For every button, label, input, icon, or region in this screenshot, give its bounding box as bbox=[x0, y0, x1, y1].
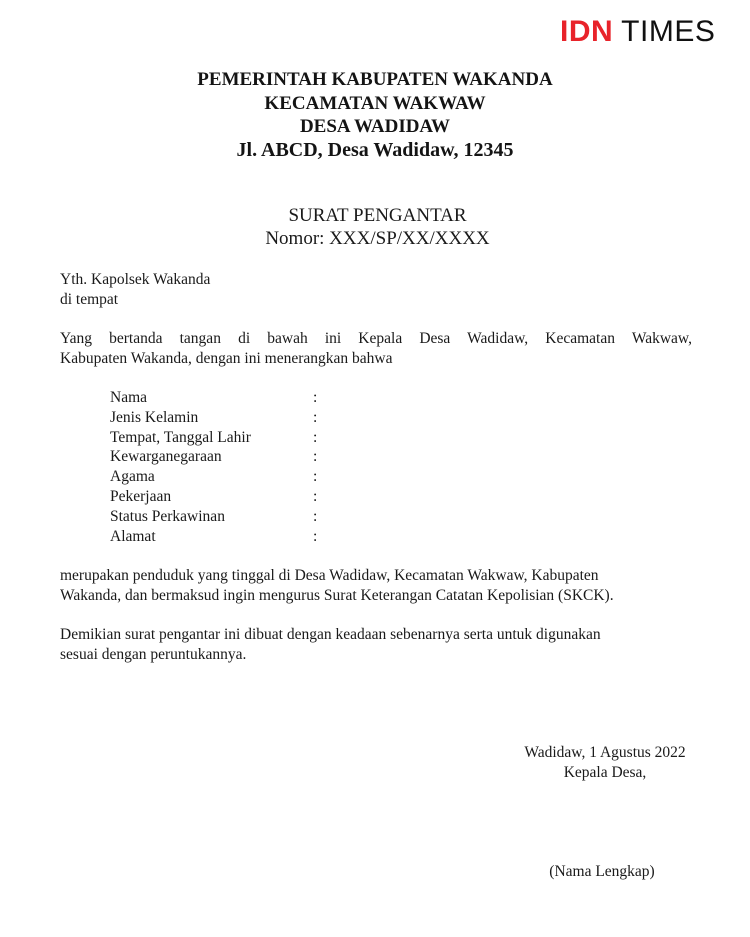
letter-title-block bbox=[0, 204, 750, 250]
signature-place-date: Wadidaw, 1 Agustus 2022 bbox=[524, 744, 686, 761]
field-row-status-perkawinan bbox=[110, 507, 325, 527]
field-colon: : bbox=[313, 507, 318, 525]
letterhead-village: DESA WADIDAW bbox=[299, 116, 451, 137]
statement-line-2: Wakanda, dan bermaksud ingin mengurus Surat Keterangan Catatan Kepolisian (SKCK). bbox=[60, 586, 614, 604]
field-colon: : bbox=[313, 428, 318, 446]
field-label: Nama bbox=[110, 389, 148, 406]
field-row-jenis-kelamin bbox=[110, 408, 325, 428]
recipient-block bbox=[60, 270, 692, 309]
field-row-nama bbox=[110, 388, 325, 408]
field-label: Status Perkawinan bbox=[110, 507, 225, 525]
letter-title: SURAT PENGANTAR bbox=[288, 205, 467, 226]
statement-line-1: merupakan penduduk yang tinggal di Desa Wadidaw, Kecamatan Wakwaw, Kabupaten bbox=[60, 567, 599, 584]
logo-idn: IDN bbox=[560, 15, 614, 48]
field-row-agama bbox=[110, 467, 325, 487]
closing-paragraph bbox=[60, 625, 692, 664]
signature-position: Kepala Desa, bbox=[563, 763, 647, 781]
letterhead-district: KECAMATAN WAKWAW bbox=[264, 92, 486, 114]
field-row-tempat-tanggal-lahir bbox=[110, 428, 325, 448]
field-row-kewarganegaraan bbox=[110, 447, 325, 467]
statement-paragraph bbox=[60, 566, 692, 605]
field-row-pekerjaan bbox=[110, 487, 325, 507]
field-colon: : bbox=[313, 487, 318, 505]
field-colon: : bbox=[313, 408, 318, 426]
identity-fields bbox=[110, 388, 325, 546]
intro-line-2: Kabupaten Wakanda, dengan ini menerangkan bahwa bbox=[60, 349, 393, 367]
idn-times-logo bbox=[560, 14, 715, 50]
field-colon: : bbox=[313, 448, 318, 466]
intro-paragraph bbox=[60, 329, 692, 368]
logo-times: TIMES bbox=[621, 15, 716, 48]
field-row-alamat bbox=[110, 527, 325, 547]
letter-number: Nomor: XXX/SP/XX/XXXX bbox=[265, 228, 490, 249]
intro-line-1: Yang bertanda tangan di bawah ini Kepala Desa Wadidaw, Kecamatan Wakwaw, bbox=[60, 330, 692, 347]
signature-name-block bbox=[487, 862, 717, 882]
field-label: Agama bbox=[110, 468, 155, 486]
letterhead bbox=[0, 68, 750, 162]
recipient-name: Yth. Kapolsek Wakanda bbox=[60, 271, 211, 288]
signature-block bbox=[490, 743, 720, 782]
field-label: Alamat bbox=[110, 527, 156, 545]
field-colon: : bbox=[313, 468, 318, 486]
closing-line-2: sesuai dengan peruntukannya. bbox=[60, 645, 247, 663]
letterhead-government: PEMERINTAH KABUPATEN WAKANDA bbox=[197, 69, 553, 90]
recipient-location: di tempat bbox=[60, 290, 119, 308]
field-colon: : bbox=[313, 389, 318, 406]
field-label: Tempat, Tanggal Lahir bbox=[110, 428, 251, 446]
letterhead-address: Jl. ABCD, Desa Wadidaw, 12345 bbox=[236, 138, 514, 161]
closing-line-1: Demikian surat pengantar ini dibuat dengan keadaan sebenarnya serta untuk digunakan bbox=[60, 626, 601, 643]
signature-name: (Nama Lengkap) bbox=[549, 863, 655, 880]
field-label: Pekerjaan bbox=[110, 487, 172, 505]
field-label: Kewarganegaraan bbox=[110, 448, 222, 466]
field-colon: : bbox=[313, 527, 318, 545]
field-label: Jenis Kelamin bbox=[110, 408, 199, 426]
